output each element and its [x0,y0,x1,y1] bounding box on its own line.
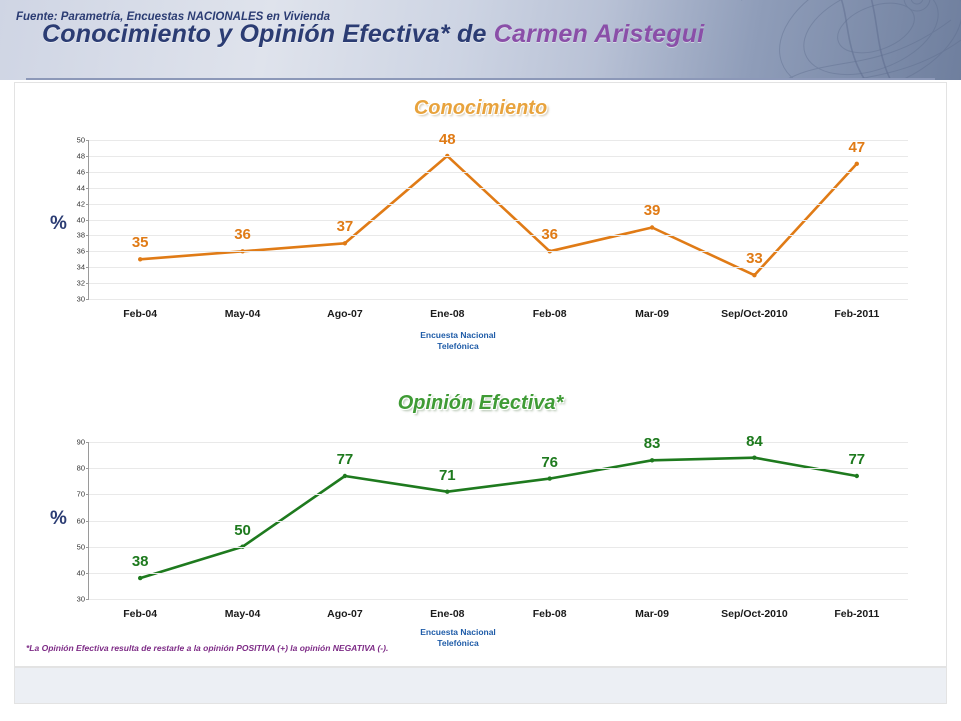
y-axis-tick-label: 42 [76,199,85,209]
data-label: 33 [746,250,763,268]
x-axis-tick-label: Sep/Oct-2010 [721,608,788,620]
y-axis-tick-mark [86,283,89,284]
page-title [42,20,704,49]
data-label: 50 [234,521,251,539]
y-axis-tick-mark [86,573,89,574]
y-axis-tick-label: 80 [76,463,85,473]
chart1-y-axis-label: % [50,213,67,234]
y-axis-tick-mark [86,204,89,205]
y-axis-tick-label: 32 [76,278,85,288]
x-axis-tick-label: Ene-08 [430,308,465,320]
page-title-name: Carmen Aristegui [493,20,705,48]
gridline [89,599,908,600]
gridline [89,267,908,268]
x-axis-tick-label: Ago-07 [327,608,363,620]
y-axis-tick-mark [86,235,89,236]
chart1-annotation-line1: Encuesta Nacional [420,330,496,340]
y-axis-tick-mark [86,220,89,221]
y-axis-tick-mark [86,267,89,268]
x-axis-tick-label: Feb-2011 [834,608,880,620]
gridline [89,468,908,469]
chart2-annotation-line1: Encuesta Nacional [420,627,496,637]
data-label: 36 [234,226,251,244]
y-axis-tick-label: 34 [76,262,85,272]
y-axis-tick-mark [86,188,89,189]
gridline [89,547,908,548]
data-label: 71 [438,466,456,484]
y-axis-tick-mark [86,156,89,157]
y-axis-tick-label: 50 [76,542,85,552]
header-divider [26,78,935,80]
y-axis-tick-label: 30 [76,594,85,604]
gridline [89,220,908,221]
y-axis-tick-label: 48 [76,151,85,161]
y-axis-tick-mark [86,172,89,173]
y-axis-tick-label: 60 [76,516,85,525]
gridline [89,172,908,173]
data-label: 84 [746,432,763,450]
y-axis-tick-mark [86,468,89,469]
page-title-main: Conocimiento y Opinión Efectiva* de [42,20,494,48]
data-label: 77 [336,451,354,469]
y-axis-tick-label: 46 [76,167,85,177]
y-axis-tick-mark [86,521,89,522]
y-axis-tick-mark [86,299,89,300]
gridline [89,442,908,443]
x-axis-tick-label: May-04 [224,308,261,320]
gridline [89,204,908,205]
chart1-plot-area [76,130,908,320]
x-axis-tick-label: Mar-09 [635,308,669,320]
y-axis-tick-mark [86,140,89,141]
y-axis-tick-label: 90 [76,437,85,447]
chart2-title: Opinión Efectiva* [397,392,564,414]
y-axis-tick-mark [86,547,89,548]
data-label: 47 [848,138,866,156]
x-axis-tick-label: Feb-2011 [834,308,880,320]
gridline [89,188,908,189]
chart1-title: Conocimiento [413,97,548,119]
gridline [89,283,908,284]
y-axis-tick-label: 40 [76,568,85,578]
chart2-plot-area [76,432,908,620]
gridline [89,573,908,574]
y-axis-tick-label: 40 [76,215,85,224]
data-label: 36 [541,226,559,244]
gridline [89,521,908,522]
x-axis-tick-label: Feb-04 [123,608,158,620]
source-band [14,667,947,704]
gridline [89,251,908,252]
chart1-annotation [420,330,496,351]
y-axis-tick-mark [86,599,89,600]
x-axis-tick-label: Ago-07 [327,308,363,320]
x-axis-tick-label: Ene-08 [430,608,465,620]
chart1-annotation-line2: Telefónica [437,340,479,351]
source-text: Fuente: Parametría, Encuestas NACIONALES en Vivienda [16,11,330,23]
x-axis-tick-label: Feb-08 [532,308,567,320]
data-label: 83 [643,435,661,453]
y-axis-tick-label: 30 [76,294,85,304]
y-axis-tick-label: 36 [76,246,85,256]
data-label: 38 [131,553,149,571]
x-axis-tick-label: Mar-09 [635,608,669,620]
gridline [89,140,908,141]
y-axis-tick-mark [86,442,89,443]
x-axis-tick-label: Sep/Oct-2010 [721,308,788,320]
y-axis-tick-label: 70 [76,489,85,499]
footnote: *La Opinión Efectiva resulta de restarle a la opinión POSITIVA (+) la opinión NEGATIVA (-). [26,643,389,653]
data-label: 39 [643,202,661,220]
data-label: 77 [848,451,866,469]
chart2-y-axis-label: % [50,508,67,529]
chart2-annotation [420,627,496,648]
gridline [89,494,908,495]
y-axis-tick-mark [86,494,89,495]
x-axis-tick-label: May-04 [224,608,261,620]
gridline [89,299,908,300]
x-axis-tick-label: Feb-04 [123,308,158,320]
y-axis-tick-label: 38 [76,230,85,240]
y-axis-tick-label: 50 [76,135,85,145]
chart2-annotation-line2: Telefónica [437,637,479,648]
x-axis-tick-label: Feb-08 [532,608,567,620]
data-label: 76 [541,453,559,471]
y-axis-tick-label: 44 [76,183,85,193]
gridline [89,235,908,236]
data-label: 37 [336,218,354,236]
y-axis-tick-mark [86,251,89,252]
data-label: 48 [438,130,456,148]
data-label: 35 [131,234,149,252]
gridline [89,156,908,157]
